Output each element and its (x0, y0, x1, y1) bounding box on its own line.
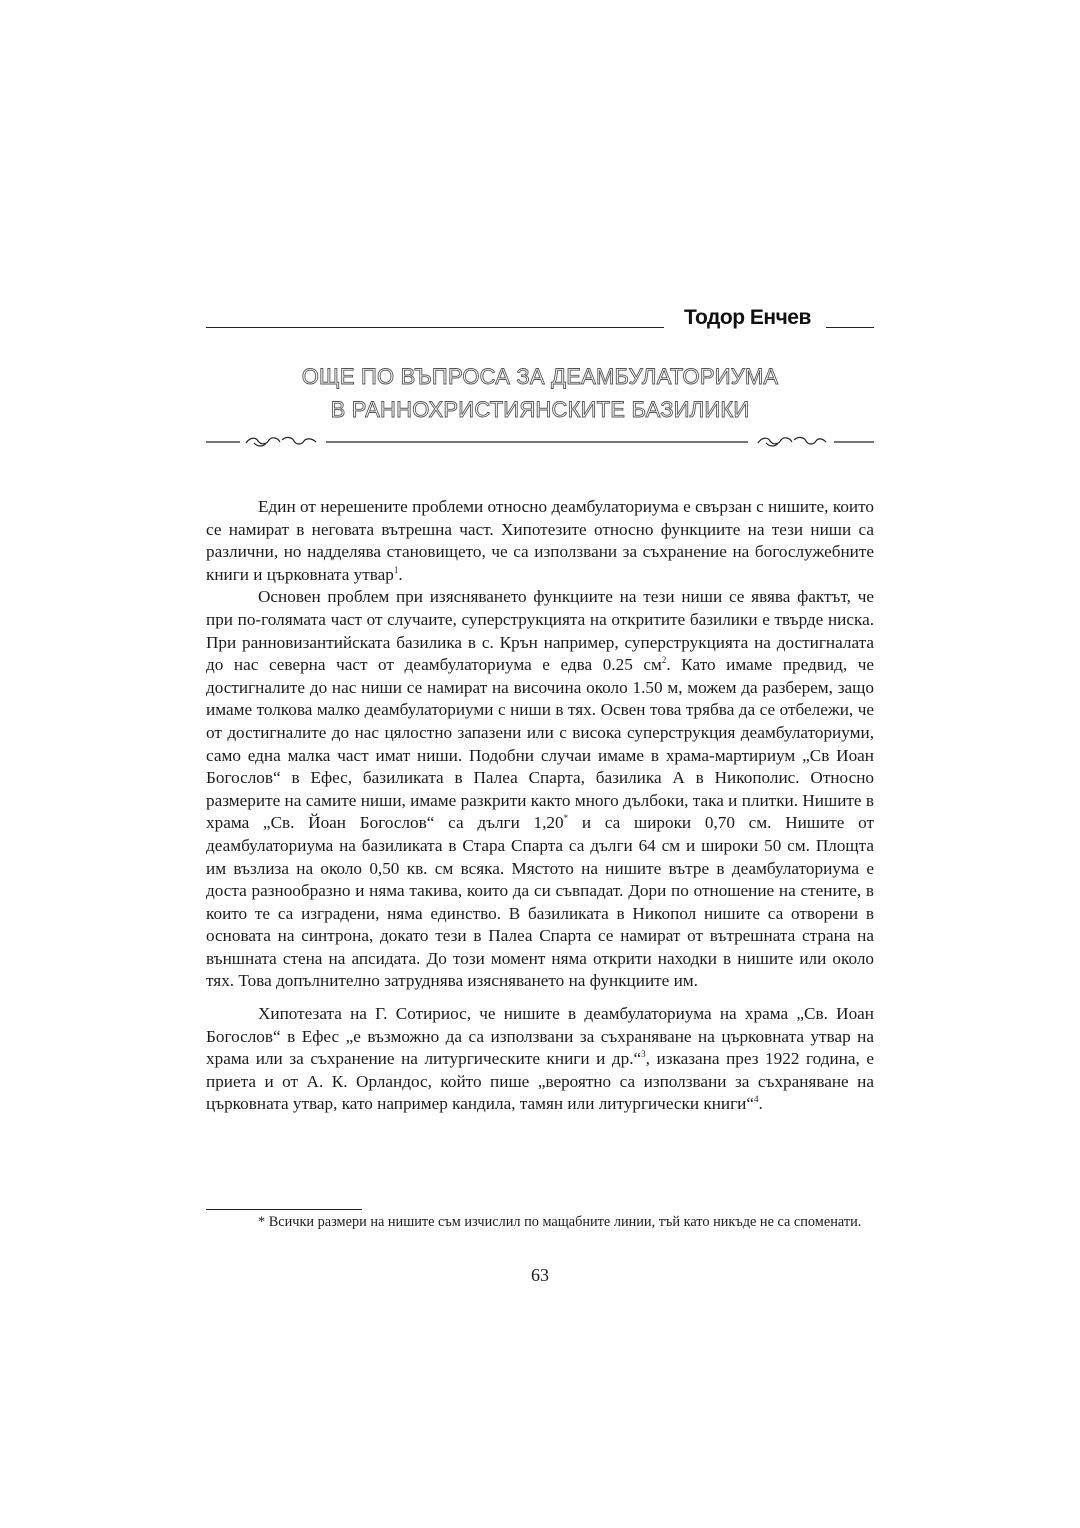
author-name: Тодор Енчев (684, 306, 811, 329)
footnote-ref-3[interactable]: 3 (641, 1049, 646, 1060)
article-title (206, 360, 874, 426)
footnote-ref-asterisk[interactable]: * (563, 813, 569, 824)
title-line-2: В РАННОХРИСТИЯНСКИТЕ БАЗИЛИКИ (330, 397, 750, 422)
running-header (206, 306, 874, 336)
footnote-ref-4[interactable]: 4 (753, 1094, 759, 1105)
flourish-right-ornament (758, 437, 826, 446)
paragraph-1: Един от нерешените проблеми относно деамбулаториума е свързан с нишите, които се намират в неговата вътрешна част. Хипотезите относно функциите на тези ниши са различни, но надделява становището, че са използвани за съхранение на богослужебните книги и църковната утвар$^1$. (206, 497, 874, 584)
footnote-asterisk: * Всички размери на нишите съм изчислил по мащабните линии, тъй като никъде не са споменати. (258, 1214, 862, 1230)
title-ornament-divider (206, 432, 874, 452)
header-rule-right (826, 327, 874, 328)
page-number: 63 (531, 1265, 549, 1285)
title-line-1: ОЩЕ ПО ВЪПРОСА ЗА ДЕАМБУЛАТОРИУМА (301, 364, 779, 389)
article-body (206, 496, 874, 1116)
footnote-ref-2[interactable]: 2 (661, 655, 667, 666)
paragraph-2: Основен проблем при изясняването функциите на тези ниши се явява фактът, че при по-голямата част от случаите, суперструкцията на откритите базилики е твърде ниска. При ранновизантийската базилика в с. Крън например, суперструкцията на достигналата до нас северна част от деамбулаториума е едва 0.25 $см^2$. Като имаме предвид, че достигналите до нас ниши се намират на височина около 1.50 м, можем да разберем, защо имаме толкова малко деамбулаториуми с ниши в тях. Освен това трябва да се отбележи, че от достигналите до нас цялостно запазени или с висока суперструкция деамбулаториуми, само една малка част имат ниши. Подобни случаи имаме в храма-мартириум „Св Иоан Богослов“ в Ефес, базиликата в Палеа Спарта, базилика А в Никополис. Относно размерите на самите ниши, имаме разкрити както много дълбоки, така и плитки. Нишите в храма „Св. Йоан Богослов“ са дълги 1,20* и са широки 0,70 см. Нишите от деамбулаториума на базиликата в Стара Спарта са дълги 64 см и широки 50 см. Площта им възлиза на около 0,50 кв. см всяка. Мястото на нишите вътре в деамбулаториума е доста разнообразно и няма такива, които да си съвпадат. Дори по отношение на стените, в които те са изградени, няма единство. В базиликата в Никопол нишите са отворени в основата на синтрона, докато тези в Палеа Спарта се намират от вътрешната страна на външната стена на апсидата. До този момент няма открити находки в нишите или около тях. Това допълнително затруднява изясняването на функциите им. (206, 587, 874, 991)
footnote-ref-1[interactable]: 1 (393, 564, 399, 575)
flourish-left-ornament (246, 437, 316, 446)
footnote-separator (206, 1209, 362, 1210)
paragraph-3: Хипотезата на Г. Сотириос, че нишите в деамбулаториума на храма „Св. Иоан Богослов“ в Ефес „е възможно да са използвани за съхраняване на църковната утвар на храма или за съхранение на литургическите книги и др.“$^3$, изказана през 1922 година, е приета и от А. К. Орландос, който пише „вероятно са използвани за съхраняване на църковната утвар, като например кандила, тамян или литургически книги“$^4$. (206, 1004, 874, 1114)
header-rule-left (206, 327, 664, 328)
